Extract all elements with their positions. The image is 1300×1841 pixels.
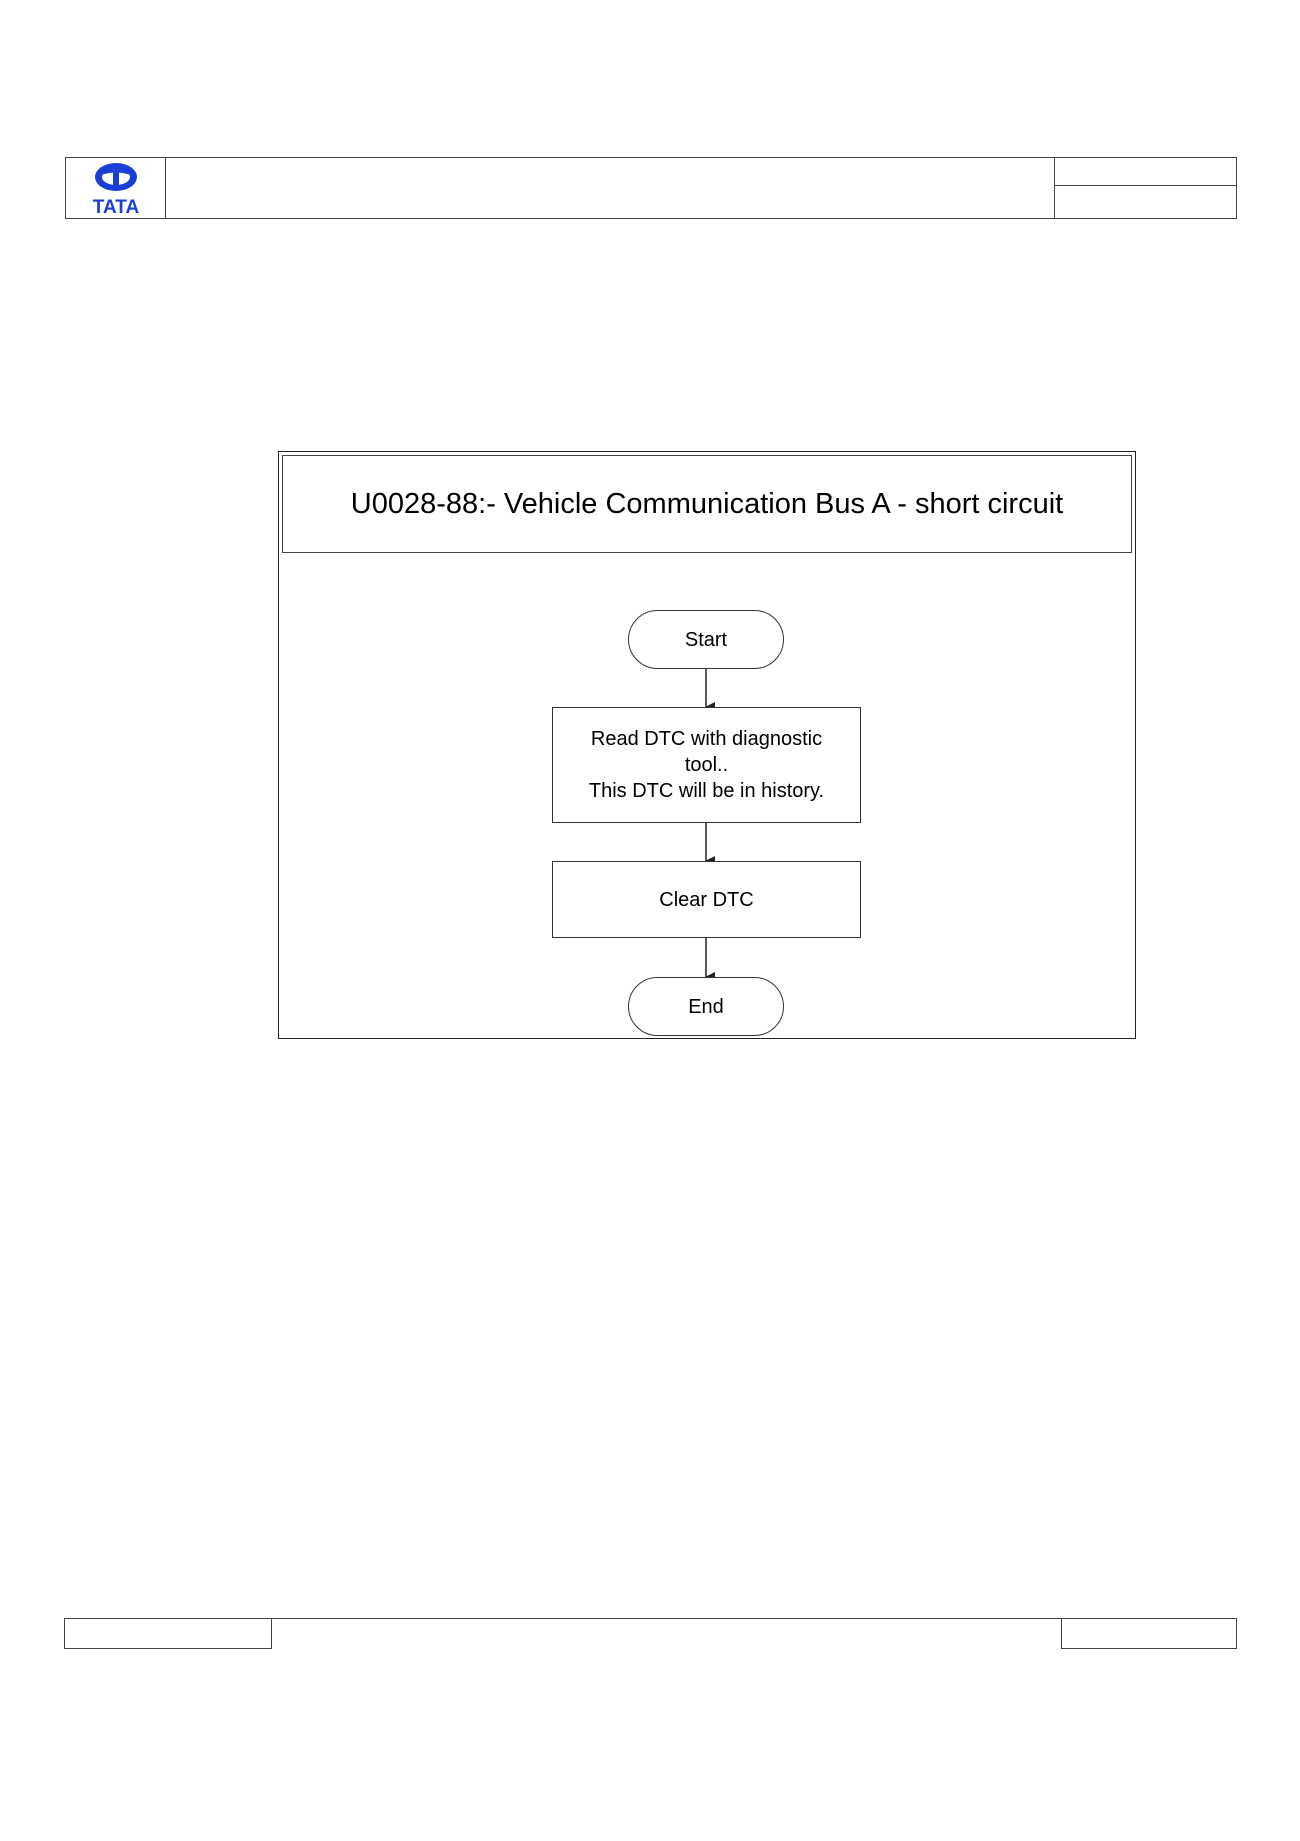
read-dtc-line-1: Read DTC with diagnostic — [590, 728, 823, 750]
clear-dtc-label: Clear DTC — [659, 888, 754, 911]
end-label: End — [688, 995, 724, 1018]
clear-dtc-step — [552, 861, 861, 938]
tata-logo-wordmark: TATA — [92, 197, 140, 218]
read-dtc-line-3: This DTC will be in history. — [588, 780, 825, 802]
footer-rule — [271, 1618, 1062, 1619]
footer-right-cell — [1061, 1618, 1237, 1649]
end-node — [628, 977, 784, 1036]
read-dtc-step — [552, 707, 861, 823]
start-label: Start — [684, 628, 728, 651]
read-dtc-line-2: tool.. — [684, 754, 729, 776]
footer-left-cell — [64, 1618, 272, 1649]
flowchart-title: U0028-88:- Vehicle Communication Bus A - short circuit — [282, 455, 1132, 553]
start-node — [628, 610, 784, 669]
